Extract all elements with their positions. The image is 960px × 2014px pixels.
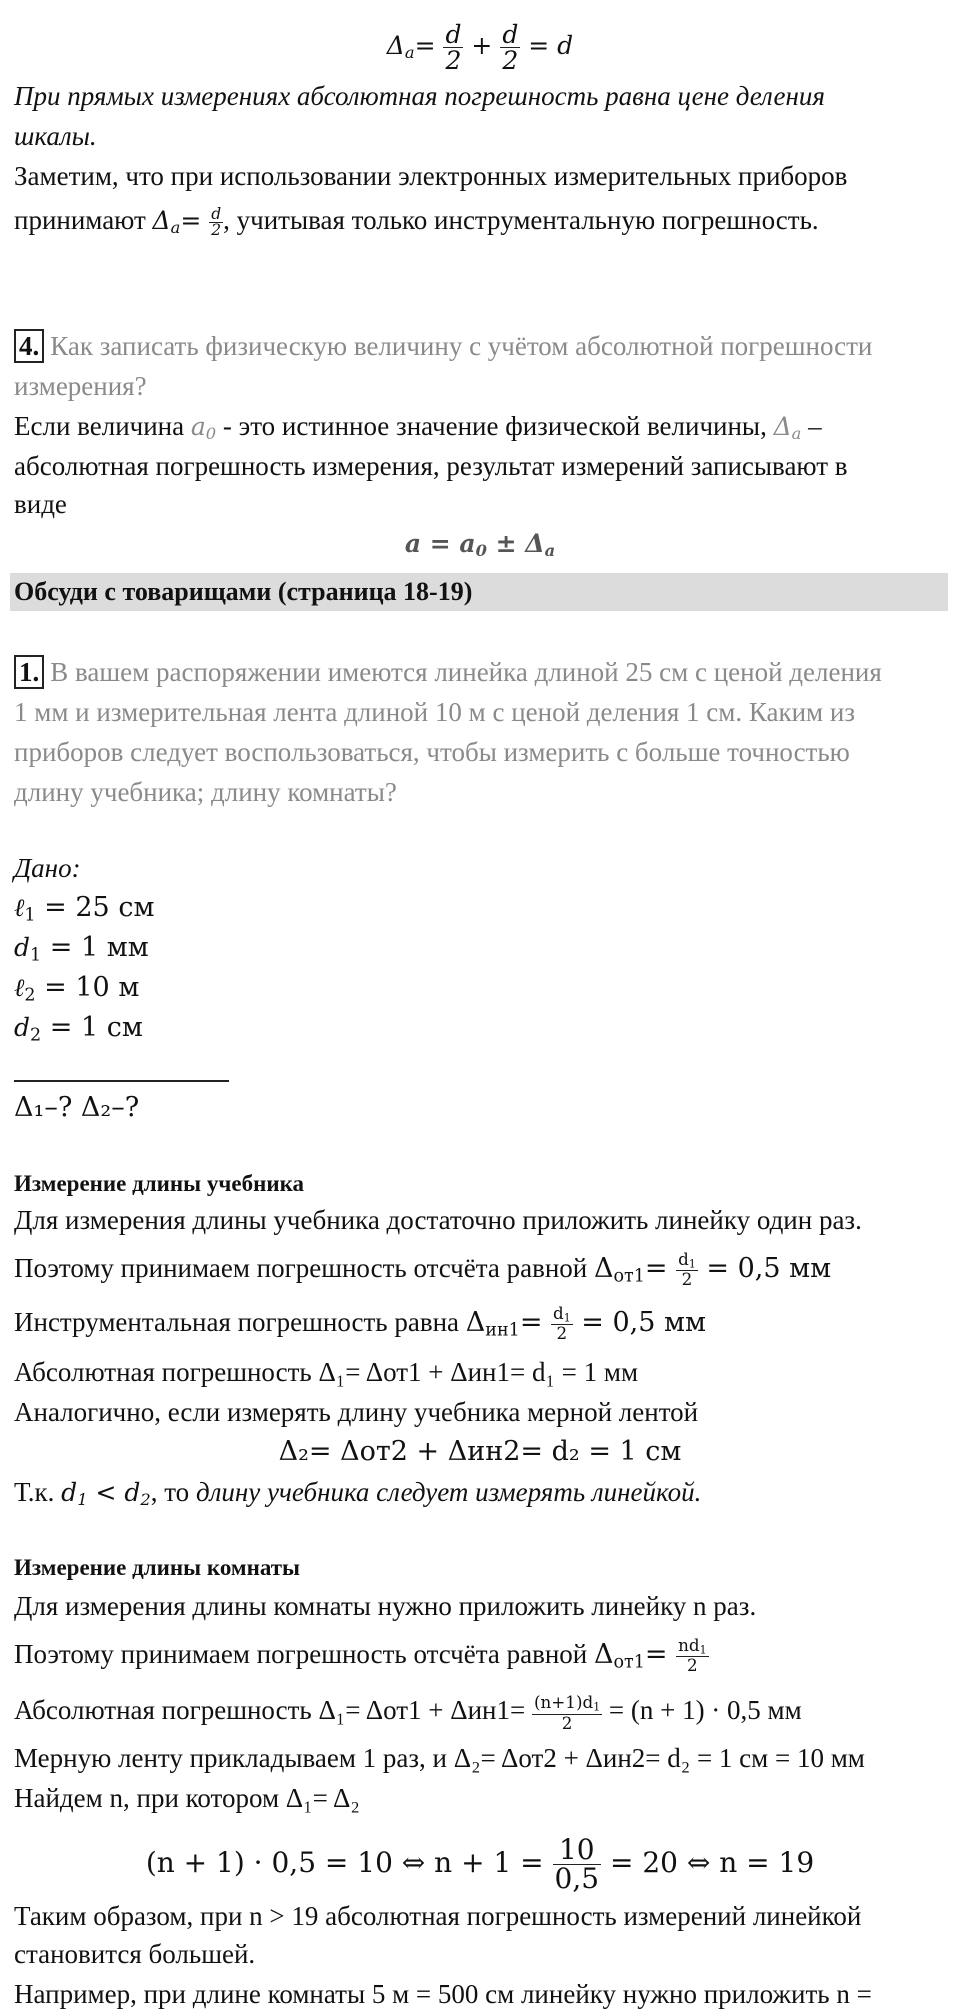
text-line: Т.к. $d_1 < d_2$, то длину учебника следует измерять линейкой.: [14, 1477, 702, 1510]
equation-line: (n + 1) · 0,5 = 10 ⇔ n + 1 = $\frac{10}{0,5}$ = 20 ⇔ n = 19: [145, 1833, 815, 1895]
text-line: Абсолютная погрешность Δ₁= Δот1 + Δин1= d₁ = 1 мм: [14, 1357, 639, 1387]
question-1: 1. В вашем распоряжении имеются линейка длиной 25 см с ценой деления: [14, 652, 882, 692]
given-item: ℓ$_1$ = 25 см: [14, 892, 155, 926]
text-line: принимают $\Delta_a=$ $\frac{d}{2}$ , учитывая только инструментальную погрешность.: [14, 204, 819, 239]
section-title: Обсуди с товарищами (страница 18-19): [14, 577, 473, 606]
text-line: длину учебника; длину комнаты?: [14, 777, 397, 807]
text-line: Инструментальная погрешность равна $\Delta_{ин1}=$ $\frac{d_1}{2}$ = 0,5 мм: [14, 1302, 707, 1344]
text-line: Аналогично, если измерять длину учебника мерной лентой: [14, 1397, 699, 1427]
text-line: приборов следует воспользоваться, чтобы измерить с больше точностью: [14, 737, 850, 767]
text-line: измерения?: [14, 371, 147, 401]
given-divider: [14, 1080, 229, 1082]
text-line: Поэтому принимаем погрешность отсчёта равной $\Delta_{от1}=$ $\frac{d_1}{2}$ = 0,5 мм: [14, 1248, 832, 1290]
text-line: Поэтому принимаем погрешность отсчёта равной $\Delta_{от1}=$ $\frac{nd_1}{2}$: [14, 1634, 707, 1676]
text-line: 1 мм и измерительная лента длиной 10 м с ценой деления 1 см. Каким из: [14, 697, 855, 727]
equation-result: $a = a_0 \pm \Delta_a$: [404, 529, 556, 561]
question-4: 4. Как записать физическую величину с учётом абсолютной погрешности: [14, 326, 872, 366]
find-line: Δ₁–? Δ₂–?: [14, 1092, 140, 1123]
text-line: Абсолютная погрешность Δ₁= Δот1 + Δин1= $\frac{(n+1)d_1}{2}$ = (n + 1) · 0,5 мм: [14, 1692, 802, 1733]
given-label: Дано:: [14, 853, 81, 883]
given-item: ℓ$_2$ = 10 м: [14, 972, 140, 1006]
text-line: Таким образом, при n > 19 абсолютная погрешность измерений линейкой: [14, 1901, 862, 1931]
given-item: $d_2 = 1$ см: [14, 1012, 143, 1046]
text-line: Для измерения длины комнаты нужно приложить линейку n раз.: [14, 1591, 757, 1621]
equation-line: Δ₂= Δот2 + Δин2= d₂ = 1 см: [278, 1436, 682, 1467]
equation-abs-error: $\Delta_a=$ $\frac{d}{2}$ + $\frac{d}{2}$ = d: [386, 20, 574, 75]
text-line: Если величина $a_0$ - это истинное значение физической величины, $\Delta_a$ –: [14, 411, 822, 444]
subsection-title: Измерение длины комнаты: [14, 1555, 300, 1580]
text-line: При прямых измерениях абсолютная погрешность равна цене деления: [14, 81, 825, 111]
text-line: Найдем n, при котором Δ₁= Δ₂: [14, 1783, 360, 1813]
subsection-title: Измерение длины учебника: [14, 1171, 304, 1196]
text-line: виде: [14, 489, 67, 519]
text-line: абсолютная погрешность измерения, результат измерений записывают в: [14, 451, 848, 481]
question-number: 1.: [14, 655, 44, 689]
text-line: Заметим, что при использовании электронных измерительных приборов: [14, 161, 848, 191]
text-line: шкалы.: [14, 121, 97, 151]
text-line: Например, при длине комнаты 5 м = 500 см линейку нужно приложить n =: [14, 1979, 872, 2009]
given-item: $d_1 = 1$ мм: [14, 932, 149, 966]
text-line: становится большей.: [14, 1939, 256, 1969]
question-number: 4.: [14, 329, 44, 363]
text-line: Мерную ленту прикладываем 1 раз, и Δ₂= Δот2 + Δин2= d₂ = 1 см = 10 мм: [14, 1743, 865, 1773]
text-line: Для измерения длины учебника достаточно приложить линейку один раз.: [14, 1205, 862, 1235]
